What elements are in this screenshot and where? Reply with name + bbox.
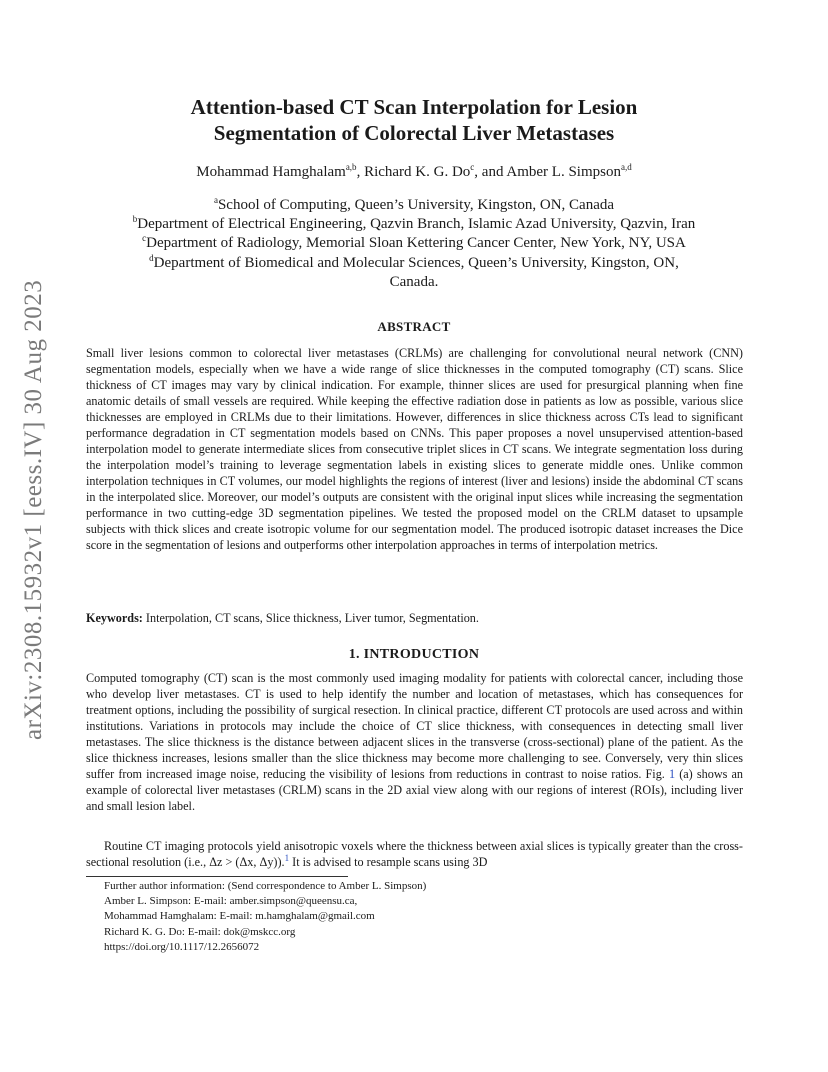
keywords-line	[86, 610, 743, 626]
author-affiliation-marker: a,b	[345, 162, 357, 172]
figure-reference-link[interactable]: 1	[668, 767, 676, 781]
author-name: and Amber L. Simpson	[481, 164, 621, 180]
affiliation-marker: a	[213, 195, 218, 205]
affiliation-text: Department of Electrical Engineering, Qazvin Branch, Islamic Azad University, Qazvin, Iran	[137, 216, 696, 233]
affiliation-line	[80, 273, 748, 292]
footnote-line: Further author information: (Send correspondence to Amber L. Simpson)	[104, 880, 427, 892]
arxiv-identifier-stamp: arXiv:2308.15932v1 [eess.IV] 30 Aug 2023	[20, 279, 47, 740]
introduction-paragraph-1	[86, 670, 743, 814]
paragraph-text: Computed tomography (CT) scan is the most commonly used imaging modality for patients with colorectal cancer, including those who develop liver metastases. CT is used to help identify the number and location of metastases, which has consequences for treatment options, including the possibility of surgical resection. In clinical practice, different CT protocols are used across and within institutions. Variations in protocols may include the choice of CT slice thickness, with consequences in detecting small liver metastases. The slice thickness is the distance between adjacent slices in the transverse (cross-sectional) plane of the patient. As the slice thickness increases, lesions smaller than the slice thickness may become more challenging to see. Conversely, very thin slices suffer from increased image noise, reducing the visibility of lesions from reductions in contrast to noise ratios. Fig.	[86, 671, 743, 781]
paragraph-text: Routine CT imaging protocols yield anisotropic voxels where the thickness between axial slices is typically greater than the cross-sectional resolution (i.e., Δz > (Δx, Δy)).	[86, 839, 743, 869]
paragraph-text: (a) shows an example of colorectal liver metastases (CRLM) scans in the 2D axial view along with our regions of interest (ROIs), including liver and small lesion label.	[86, 767, 744, 813]
author-name: Richard K. G. Do	[364, 164, 471, 180]
footnote-line: Mohammad Hamghalam: E-mail: m.hamghalam@gmail.com	[104, 910, 375, 923]
affiliation-list	[80, 196, 748, 292]
footnote-line: Amber L. Simpson: E-mail: amber.simpson@queensu.ca,	[104, 895, 358, 908]
keywords-text: Interpolation, CT scans, Slice thickness, Liver tumor, Segmentation.	[145, 611, 479, 625]
paper-title	[100, 94, 728, 146]
affiliation-line	[80, 215, 748, 234]
title-line-1: Attention-based CT Scan Interpolation for Lesion	[190, 95, 638, 119]
affiliation-text: Department of Biomedical and Molecular Sciences, Queen’s University, Kingston, ON,	[153, 254, 679, 271]
abstract-heading: ABSTRACT	[377, 319, 451, 334]
introduction-heading: 1. INTRODUCTION	[348, 647, 480, 662]
footnote-block	[104, 879, 724, 955]
author-affiliation-marker: a,d	[620, 162, 632, 172]
author-name: Mohammad Hamghalam	[196, 164, 346, 180]
affiliation-marker: c	[142, 233, 147, 244]
title-line-2: Segmentation of Colorectal Liver Metastases	[213, 121, 615, 145]
affiliation-text: School of Computing, Queen’s University, Kingston, ON, Canada	[217, 197, 615, 213]
abstract-body: Small liver lesions common to colorectal liver metastases (CRLMs) are challenging for convolutional neural network (CNN) segmentation models, especially when we have a wide range of slice thicknesses in the computed tomography (CT) scans. Slice thickness of CT images may vary by clinical indication. For example, thinner slices are used for presurgical planning when fine anatomic details of small vessels are required. While keeping the effective radiation dose in patients as low as possible, various slice thicknesses are employed in CRLMs due to their limitations. However, differences in slice thickness across CTs lead to significant performance degradation in CT segmentation models based on CNNs. This paper proposes a novel unsupervised attention-based interpolation model to generate intermediate slices from consecutive triplet slices in CT scans. We integrate segmentation loss during the interpolation model’s training to leverage segmentation labels in existing slices to generate middle ones. Unlike common interpolation techniques in CT volumes, our model highlights the regions of interest (liver and lesions) inside the abdominal CT scans in the interpolated slice. Moreover, our model’s outputs are consistent with the original input slices while increasing the segmentation performance in two cutting-edge 3D segmentation pipelines. We tested the proposed model on the CRLM dataset to upsample subjects with thick slices and create isotropic volume for our segmentation model. The produced isotropic dataset increases the Dice score in the segmentation of lesions and outperforms other interpolation approaches in terms of interpolation metrics.	[86, 346, 743, 552]
footnote-divider	[86, 876, 348, 877]
affiliation-text: Department of Radiology, Memorial Sloan Kettering Cancer Center, New York, NY, USA	[146, 235, 686, 252]
affiliation-marker: d	[149, 252, 154, 263]
affiliation-marker: b	[132, 214, 138, 225]
keywords-label: Keywords:	[86, 611, 143, 625]
footnote-line: Richard K. G. Do: E-mail: dok@mskcc.org	[104, 925, 296, 938]
affiliation-text: Canada.	[389, 273, 439, 290]
author-list: Mohammad Hamghalam$^{a,b}$, Richard K. G. Do$^c$, and Amber L. Simpson$^{a,d}$	[196, 162, 632, 180]
affiliation-line	[80, 234, 748, 253]
affiliation-line	[80, 254, 748, 273]
paragraph-text: It is advised to resample scans using 3D	[292, 855, 488, 869]
introduction-paragraph-2	[86, 838, 743, 870]
author-affiliation-marker: c	[470, 162, 475, 172]
affiliation-line	[80, 196, 748, 215]
doi-link[interactable]: https://doi.org/10.1117/12.2656072	[104, 940, 260, 953]
citation-link[interactable]: 1	[284, 852, 290, 863]
